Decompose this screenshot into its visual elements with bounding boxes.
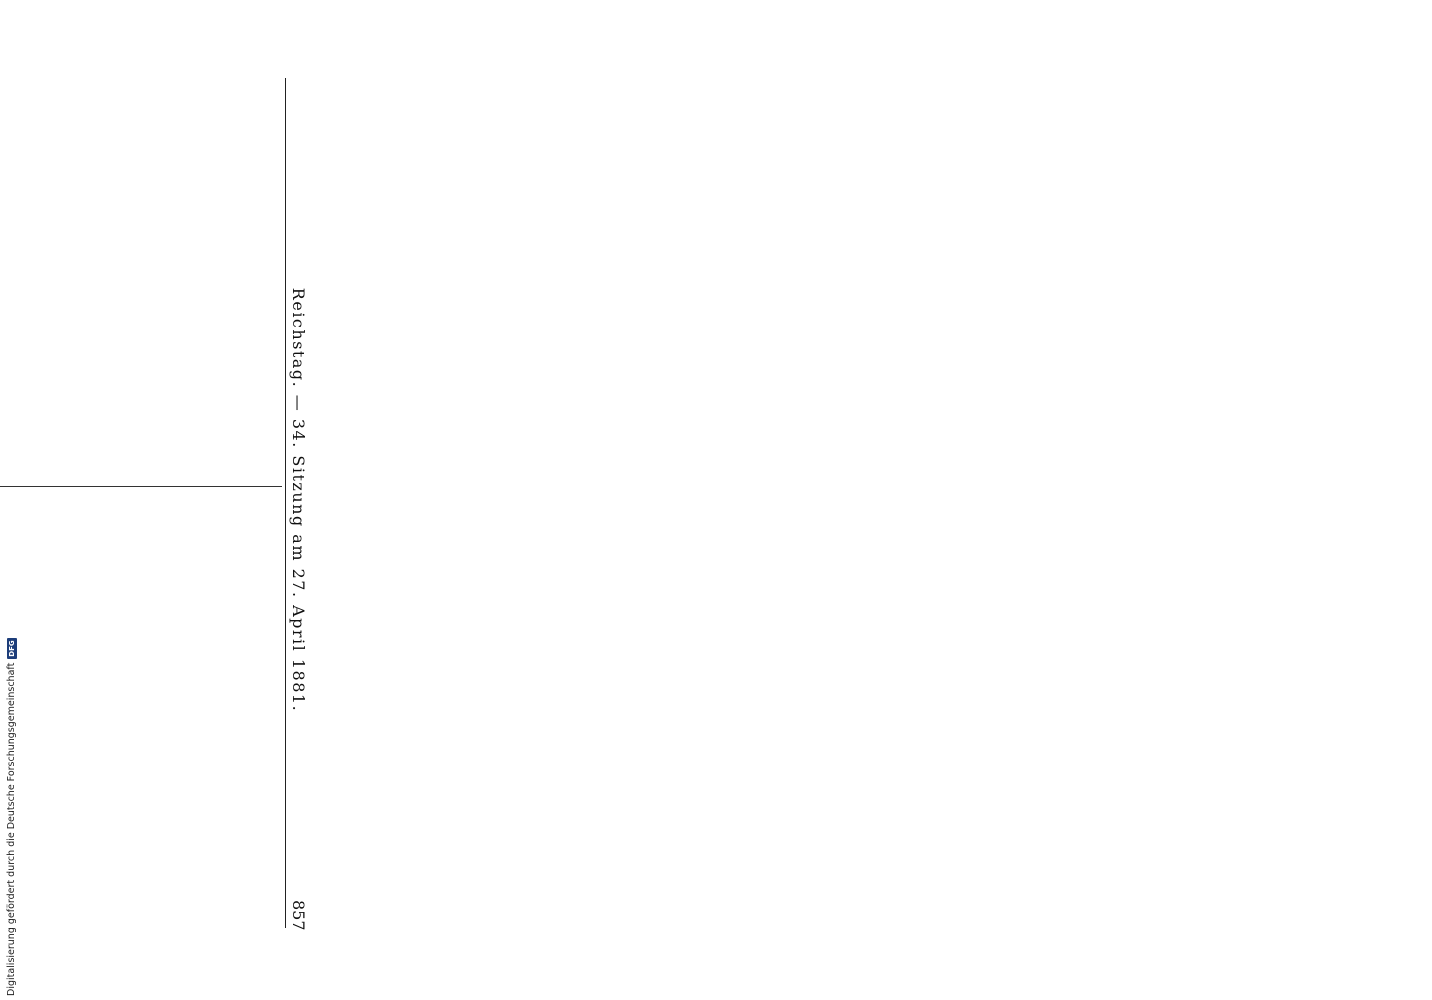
running-header: Reichstag. — 34. Sitzung am 27. April 1881. — [289, 287, 308, 713]
column-divider — [0, 486, 282, 487]
digitization-note — [6, 606, 17, 996]
dfg-logo: DFG — [7, 640, 16, 657]
digitization-text: Digitalisierung gefördert durch die Deutsche Forschungsgemeinschaft — [6, 662, 17, 996]
header-rule — [285, 78, 286, 928]
page-number: 857 — [289, 900, 308, 931]
